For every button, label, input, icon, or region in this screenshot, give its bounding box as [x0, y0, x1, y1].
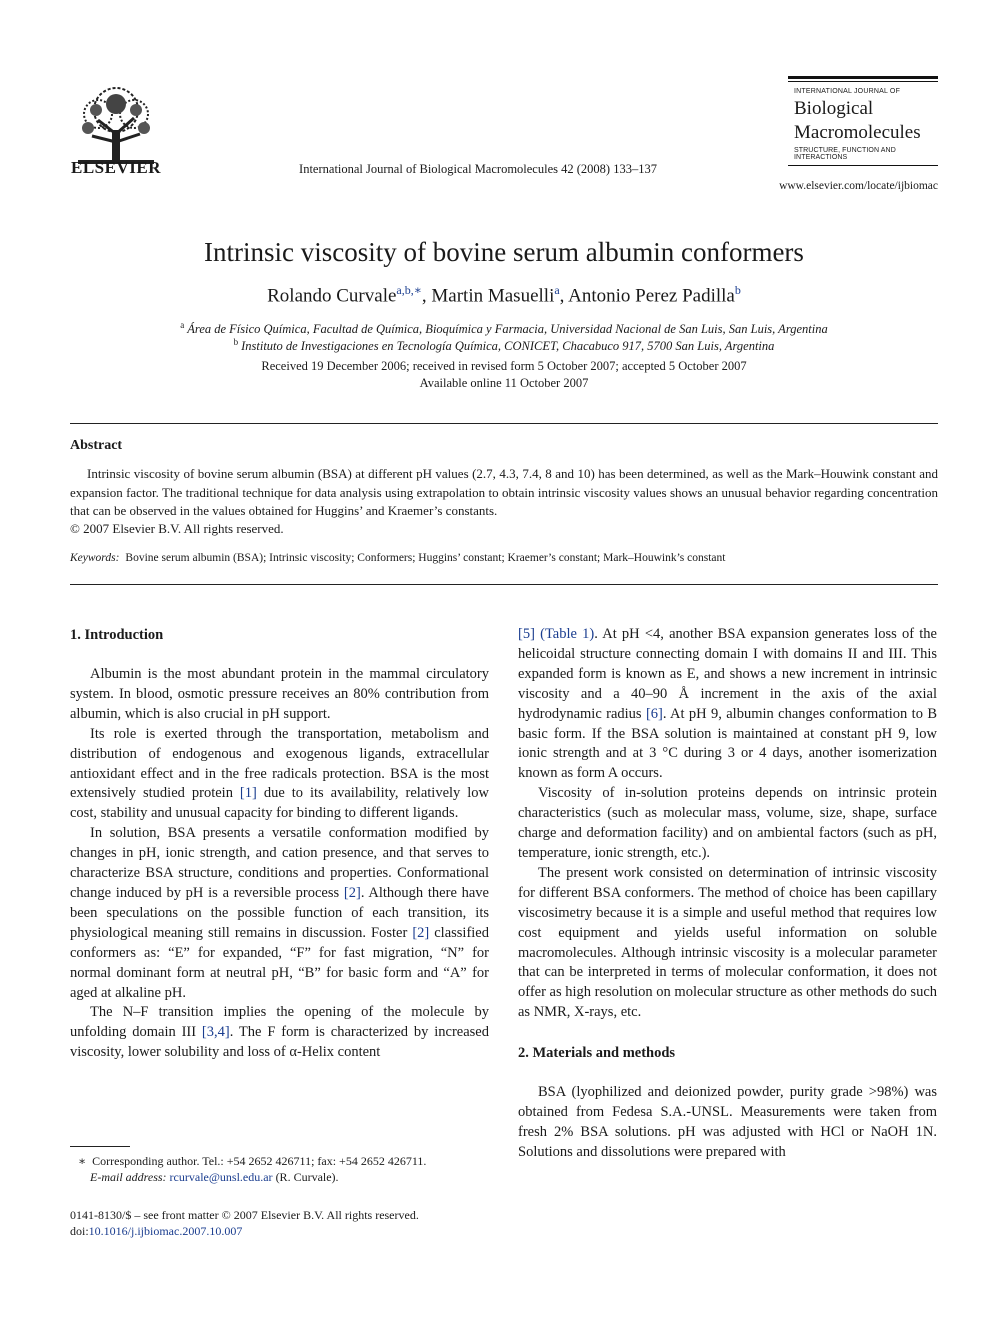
email-label: E-mail address:	[90, 1170, 167, 1184]
journal-logo	[788, 76, 938, 166]
journal-url-link[interactable]: www.elsevier.com/locate/ijbiomac	[779, 180, 938, 192]
paragraph-text: due to its availability, relatively low cost, stability and unusual capacity for binding to different ligands.	[70, 785, 490, 822]
email-suffix: (R. Curvale).	[272, 1170, 339, 1184]
table-link[interactable]: (Table 1)	[540, 626, 595, 642]
journal-logo-title-1: Biological	[794, 98, 874, 119]
affiliation-a-text: Área de Físico Química, Facultad de Química, Bioquímica y Farmacia, Universidad Nacional de San Luis, San Luis, Argentina	[187, 322, 828, 337]
dates-received: Received 19 December 2006; received in revised form 5 October 2007; accepted 5 October 2007	[261, 359, 747, 373]
citation-link[interactable]: [5]	[518, 626, 535, 642]
intro-paragraph-4-cont	[518, 625, 937, 784]
doi-line	[70, 1224, 242, 1239]
paragraph-text: . Although there have been speculations on the possible function of each transition, its physiological meaning still remains in discussion. Foster	[70, 884, 489, 941]
citation-link[interactable]: [6]	[645, 705, 663, 722]
paragraph-text: classified conformers as: “E” for expanded, “F” for fast migration, “N” for normal dominant form at neutral pH, “B” for basic form and “A” for aged at alkaline pH.	[70, 924, 489, 1001]
affiliation-a-mark: a	[180, 320, 185, 330]
doi-link[interactable]: 10.1016/j.ijbiomac.2007.10.007	[88, 1224, 243, 1238]
publisher-name: ELSEVIER	[71, 158, 161, 177]
intro-paragraph-5: Viscosity of in-solution proteins depends on intrinsic protein characteristics (such as molecular mass, volume, size, shape, surface charge and deformation facility) and on ambiental factors (such as pH, temperature, ionic strength, etc.).	[518, 785, 937, 861]
paragraph-text: . At pH 9, albumin changes conformation to B basic form. If the BSA solution is maintained at constant pH 9, low ionic strength and at 3 °C during 3 or 4 days, another isomerization known as form A occurs.	[518, 705, 937, 782]
intro-paragraph-2	[70, 725, 489, 825]
footnote-mark: ∗	[78, 1154, 87, 1168]
abstract-copyright: © 2007 Elsevier B.V. All rights reserved.	[70, 521, 284, 536]
author-3-affil-mark[interactable]: b	[734, 283, 741, 297]
keywords-line	[70, 552, 938, 564]
front-matter: 0141-8130/$ – see front matter © 2007 Elsevier B.V. All rights reserved.	[70, 1208, 419, 1222]
author-1-affil-mark[interactable]: a,b,∗	[396, 283, 422, 297]
keywords-list: Bovine serum albumin (BSA); Intrinsic viscosity; Conformers; Huggins’ constant; Kraemer’s constant; Mark–Houwink’s constant	[125, 552, 726, 564]
author-separator: ,	[559, 285, 569, 307]
intro-paragraph-1: Albumin is the most abundant protein in the mammal circulatory system. In blood, osmotic pressure receives an 80% contribution from albumin, which is also crucial in pH support.	[70, 666, 489, 722]
intro-paragraph-4	[70, 1003, 489, 1063]
author-2: Martin Masuelli	[431, 285, 555, 307]
citation-link[interactable]: [3,4]	[201, 1024, 230, 1041]
email-footnote	[90, 1170, 339, 1185]
intro-paragraph-3	[70, 824, 489, 1003]
author-separator: ,	[421, 285, 432, 307]
email-link[interactable]: rcurvale@unsl.edu.ar	[169, 1170, 273, 1184]
dates-online: Available online 11 October 2007	[419, 376, 589, 390]
abstract-heading: Abstract	[70, 438, 123, 453]
author-2-affil-mark[interactable]: a	[554, 283, 560, 297]
citation-link[interactable]: [1]	[239, 785, 257, 802]
journal-logo-title-2: Macromolecules	[794, 122, 921, 143]
journal-logo-caption: INTERNATIONAL JOURNAL OF	[794, 88, 901, 95]
footnote-divider	[70, 1146, 130, 1147]
article-title: Intrinsic viscosity of bovine serum albumin conformers	[204, 237, 804, 267]
paragraph-text: . The F form is characterized by increased viscosity, lower solubility and loss of α-Helix content	[70, 1024, 489, 1061]
abstract-bottom-divider	[70, 584, 938, 585]
methods-paragraph-1: BSA (lyophilized and deionized powder, purity grade >98%) was obtained from Fedesa S.A.-UNSL. Measurements were taken from fresh 2% BSA solutions. pH was adjusted with HCl or NaOH 1N. Solutions and dissolutions were prepared with	[518, 1084, 937, 1160]
affiliation-a	[70, 320, 938, 337]
journal-logo-subtitle: STRUCTURE, FUNCTION AND INTERACTIONS	[794, 147, 896, 161]
abstract-text: Intrinsic viscosity of bovine serum albumin (BSA) at different pH values (2.7, 4.3, 7.4, 8 and 10) has been determined, as well as the Mark–Houwink constant and expansion factor. The traditional technique for data analysis using extrapolation to obtain intrinsic viscosity values shows an unusual behavior regarding concentration that can be observed in the values obtained for Huggins’ and Kraemer’s constants.	[70, 466, 938, 518]
right-column	[518, 625, 937, 1163]
intro-paragraph-6: The present work consisted on determination of intrinsic viscosity for different BSA conformers. The method of choice has been capillary viscosimetry because it is a simple and useful method that requires low cost equipment and yields useful information on soluble macromolecules. Although intrinsic viscosity is a molecular parameter that can be interpreted in terms of molecular conformation, it does not offer as high resolution on molecular structure as other methods do such as NMR, X-rays, etc.	[518, 864, 937, 1021]
paragraph-text: . At pH <4, another BSA expansion generates loss of the helicoidal structure connecting domain I with domains II and III. This expanded form is known as E, and shows a new increment in intrinsic viscosity and a 40–90 Å increment in the axis of the axial hydrodynamic radius	[518, 626, 937, 722]
affiliation-b-text: Instituto de Investigaciones en Tecnología Química, CONICET, Chacabuco 917, 5700 San Luis, Argentina	[241, 339, 775, 354]
corresponding-author-footnote	[78, 1154, 426, 1169]
paragraph-text: Its role is exerted through the transportation, metabolism and distribution of endogenous and exogenous ligands, extracellular antioxidant effect and in the free radicals protection. BSA is the most extensively studied protein	[70, 725, 489, 802]
abstract-top-divider	[70, 423, 938, 424]
citation-link[interactable]: [2]	[412, 924, 430, 941]
keywords-label: Keywords:	[70, 552, 120, 564]
section-1-heading: 1. Introduction	[70, 627, 164, 643]
affiliation-b-mark: b	[233, 337, 239, 347]
affiliation-b	[70, 337, 938, 354]
citation-link[interactable]: [2]	[343, 884, 361, 901]
authors-line	[70, 283, 938, 307]
paragraph-text: The N–F transition implies the opening of the molecule by unfolding domain III	[70, 1004, 489, 1041]
author-3: Antonio Perez Padilla	[568, 285, 735, 307]
paragraph-text: In solution, BSA presents a versatile conformation modified by changes in pH, ionic strength, and cation presence, and that serves to characterize BSA structure, conditions and properties. Conformational change induced by pH is a reversible process	[70, 825, 489, 901]
author-1: Rolando Curvale	[267, 285, 397, 307]
doi-prefix: doi:	[70, 1224, 89, 1238]
left-column	[70, 625, 489, 1063]
section-2-heading: 2. Materials and methods	[518, 1045, 676, 1062]
journal-citation: International Journal of Biological Macromolecules 42 (2008) 133–137	[299, 162, 657, 176]
footnote-text: Corresponding author. Tel.: +54 2652 426711; fax: +54 2652 426711.	[92, 1154, 427, 1168]
